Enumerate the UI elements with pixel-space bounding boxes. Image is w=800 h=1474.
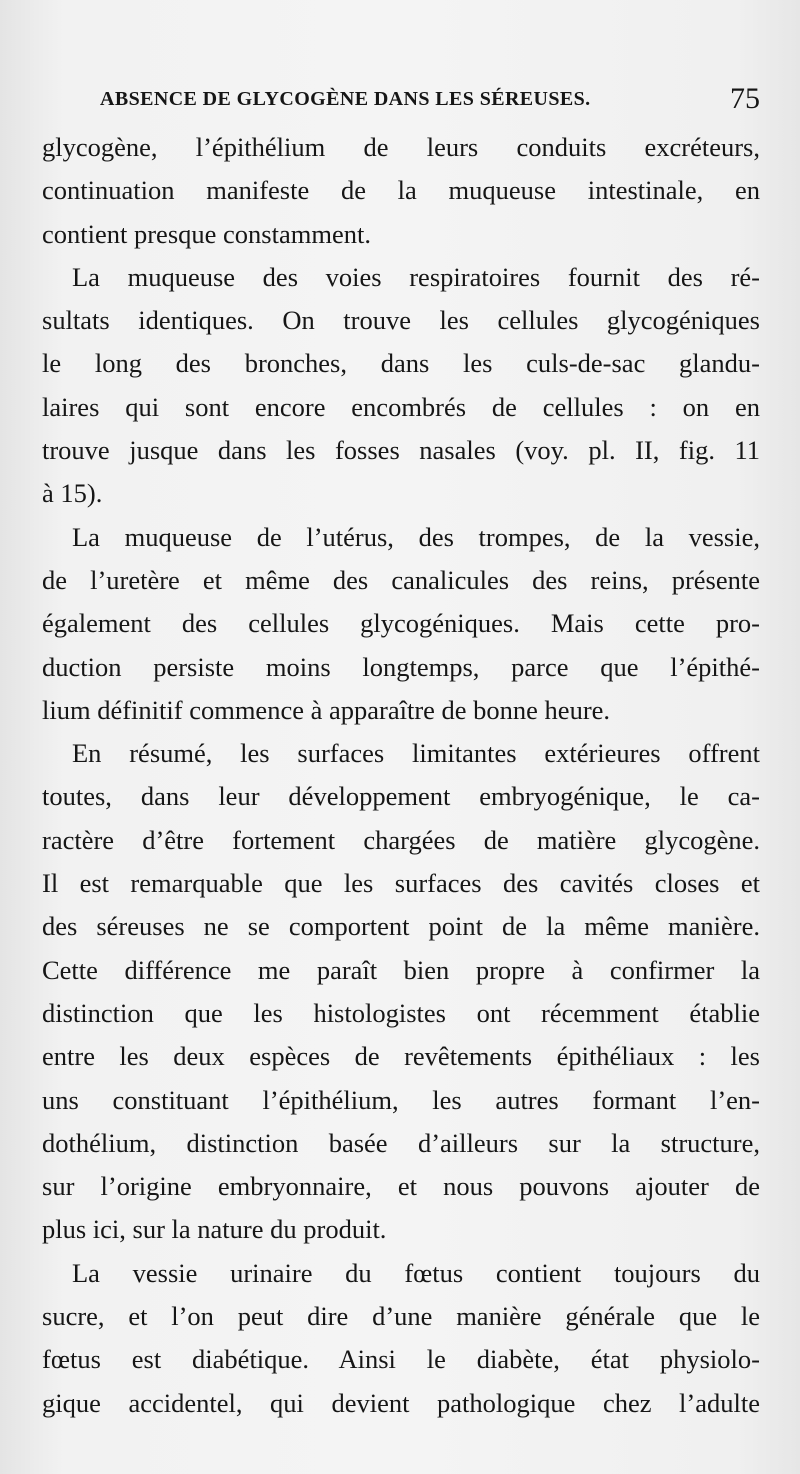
text-line: fœtus est diabétique. Ainsi le diabète, état physiolo- xyxy=(42,1344,760,1375)
paragraph xyxy=(42,256,760,516)
text-line: La muqueuse de l’utérus, des trompes, de la vessie, xyxy=(72,521,760,552)
paragraph xyxy=(42,1252,760,1425)
text-line: ractère d’être fortement chargées de matière glycogène. xyxy=(42,824,760,855)
text-line: sultats identiques. On trouve les cellules glycogéniques xyxy=(42,305,760,336)
text-line: toutes, dans leur développement embryogénique, le ca- xyxy=(42,781,760,812)
text-line: sucre, et l’on peut dire d’une manière générale que le xyxy=(42,1301,760,1332)
text-line: lium définitif commence à apparaître de bonne heure. xyxy=(42,694,611,725)
running-title: ABSENCE DE GLYCOGÈNE DANS LES SÉREUSES. xyxy=(100,88,591,110)
text-line: contient presque constamment. xyxy=(42,218,371,249)
text-line: gique accidentel, qui devient pathologique chez l’adulte xyxy=(42,1387,760,1418)
text-line: glycogène, l’épithélium de leurs conduits excréteurs, xyxy=(42,132,760,162)
text-line: duction persiste moins longtemps, parce que l’épithé- xyxy=(42,651,760,682)
text-line: En résumé, les surfaces limitantes extérieures offrent xyxy=(72,738,760,769)
text-line: entre les deux espèces de revêtements épithéliaux : les xyxy=(42,1041,760,1072)
text-line: plus ici, sur la nature du produit. xyxy=(42,1214,387,1245)
text-line: également des cellules glycogéniques. Mais cette pro- xyxy=(42,608,760,639)
text-line: Il est remarquable que les surfaces des cavités closes et xyxy=(42,868,760,899)
text-line: dothélium, distinction basée d’ailleurs sur la structure, xyxy=(42,1127,760,1158)
text-line: distinction que les histologistes ont récemment établie xyxy=(42,997,760,1028)
page-number: 75 xyxy=(730,82,760,115)
text-line: sur l’origine embryonnaire, et nous pouvons ajouter de xyxy=(42,1171,760,1202)
text-line: de l’uretère et même des canalicules des reins, présente xyxy=(42,564,760,595)
paragraph xyxy=(42,732,760,1252)
text-line: La vessie urinaire du fœtus contient toujours du xyxy=(72,1257,760,1288)
text-line: trouve jusque dans les fosses nasales (voy. pl. II, fig. 11 xyxy=(42,435,760,466)
text-line: continuation manifeste de la muqueuse intestinale, en xyxy=(42,175,760,206)
text-line: laires qui sont encore encombrés de cellules : on en xyxy=(42,391,760,422)
page-header xyxy=(100,82,762,122)
paragraph xyxy=(42,126,760,256)
text-line: La muqueuse des voies respiratoires fournit des ré- xyxy=(72,261,760,292)
text-line: uns constituant l’épithélium, les autres formant l’en- xyxy=(42,1084,760,1115)
text-line: Cette différence me paraît bien propre à confirmer la xyxy=(42,954,760,985)
text-line: à 15). xyxy=(42,478,103,509)
paragraph xyxy=(42,516,760,732)
body-text xyxy=(42,126,760,1425)
text-line: le long des bronches, dans les culs-de-sac glandu- xyxy=(42,348,760,379)
text-line: des séreuses ne se comportent point de la même manière. xyxy=(42,911,760,942)
